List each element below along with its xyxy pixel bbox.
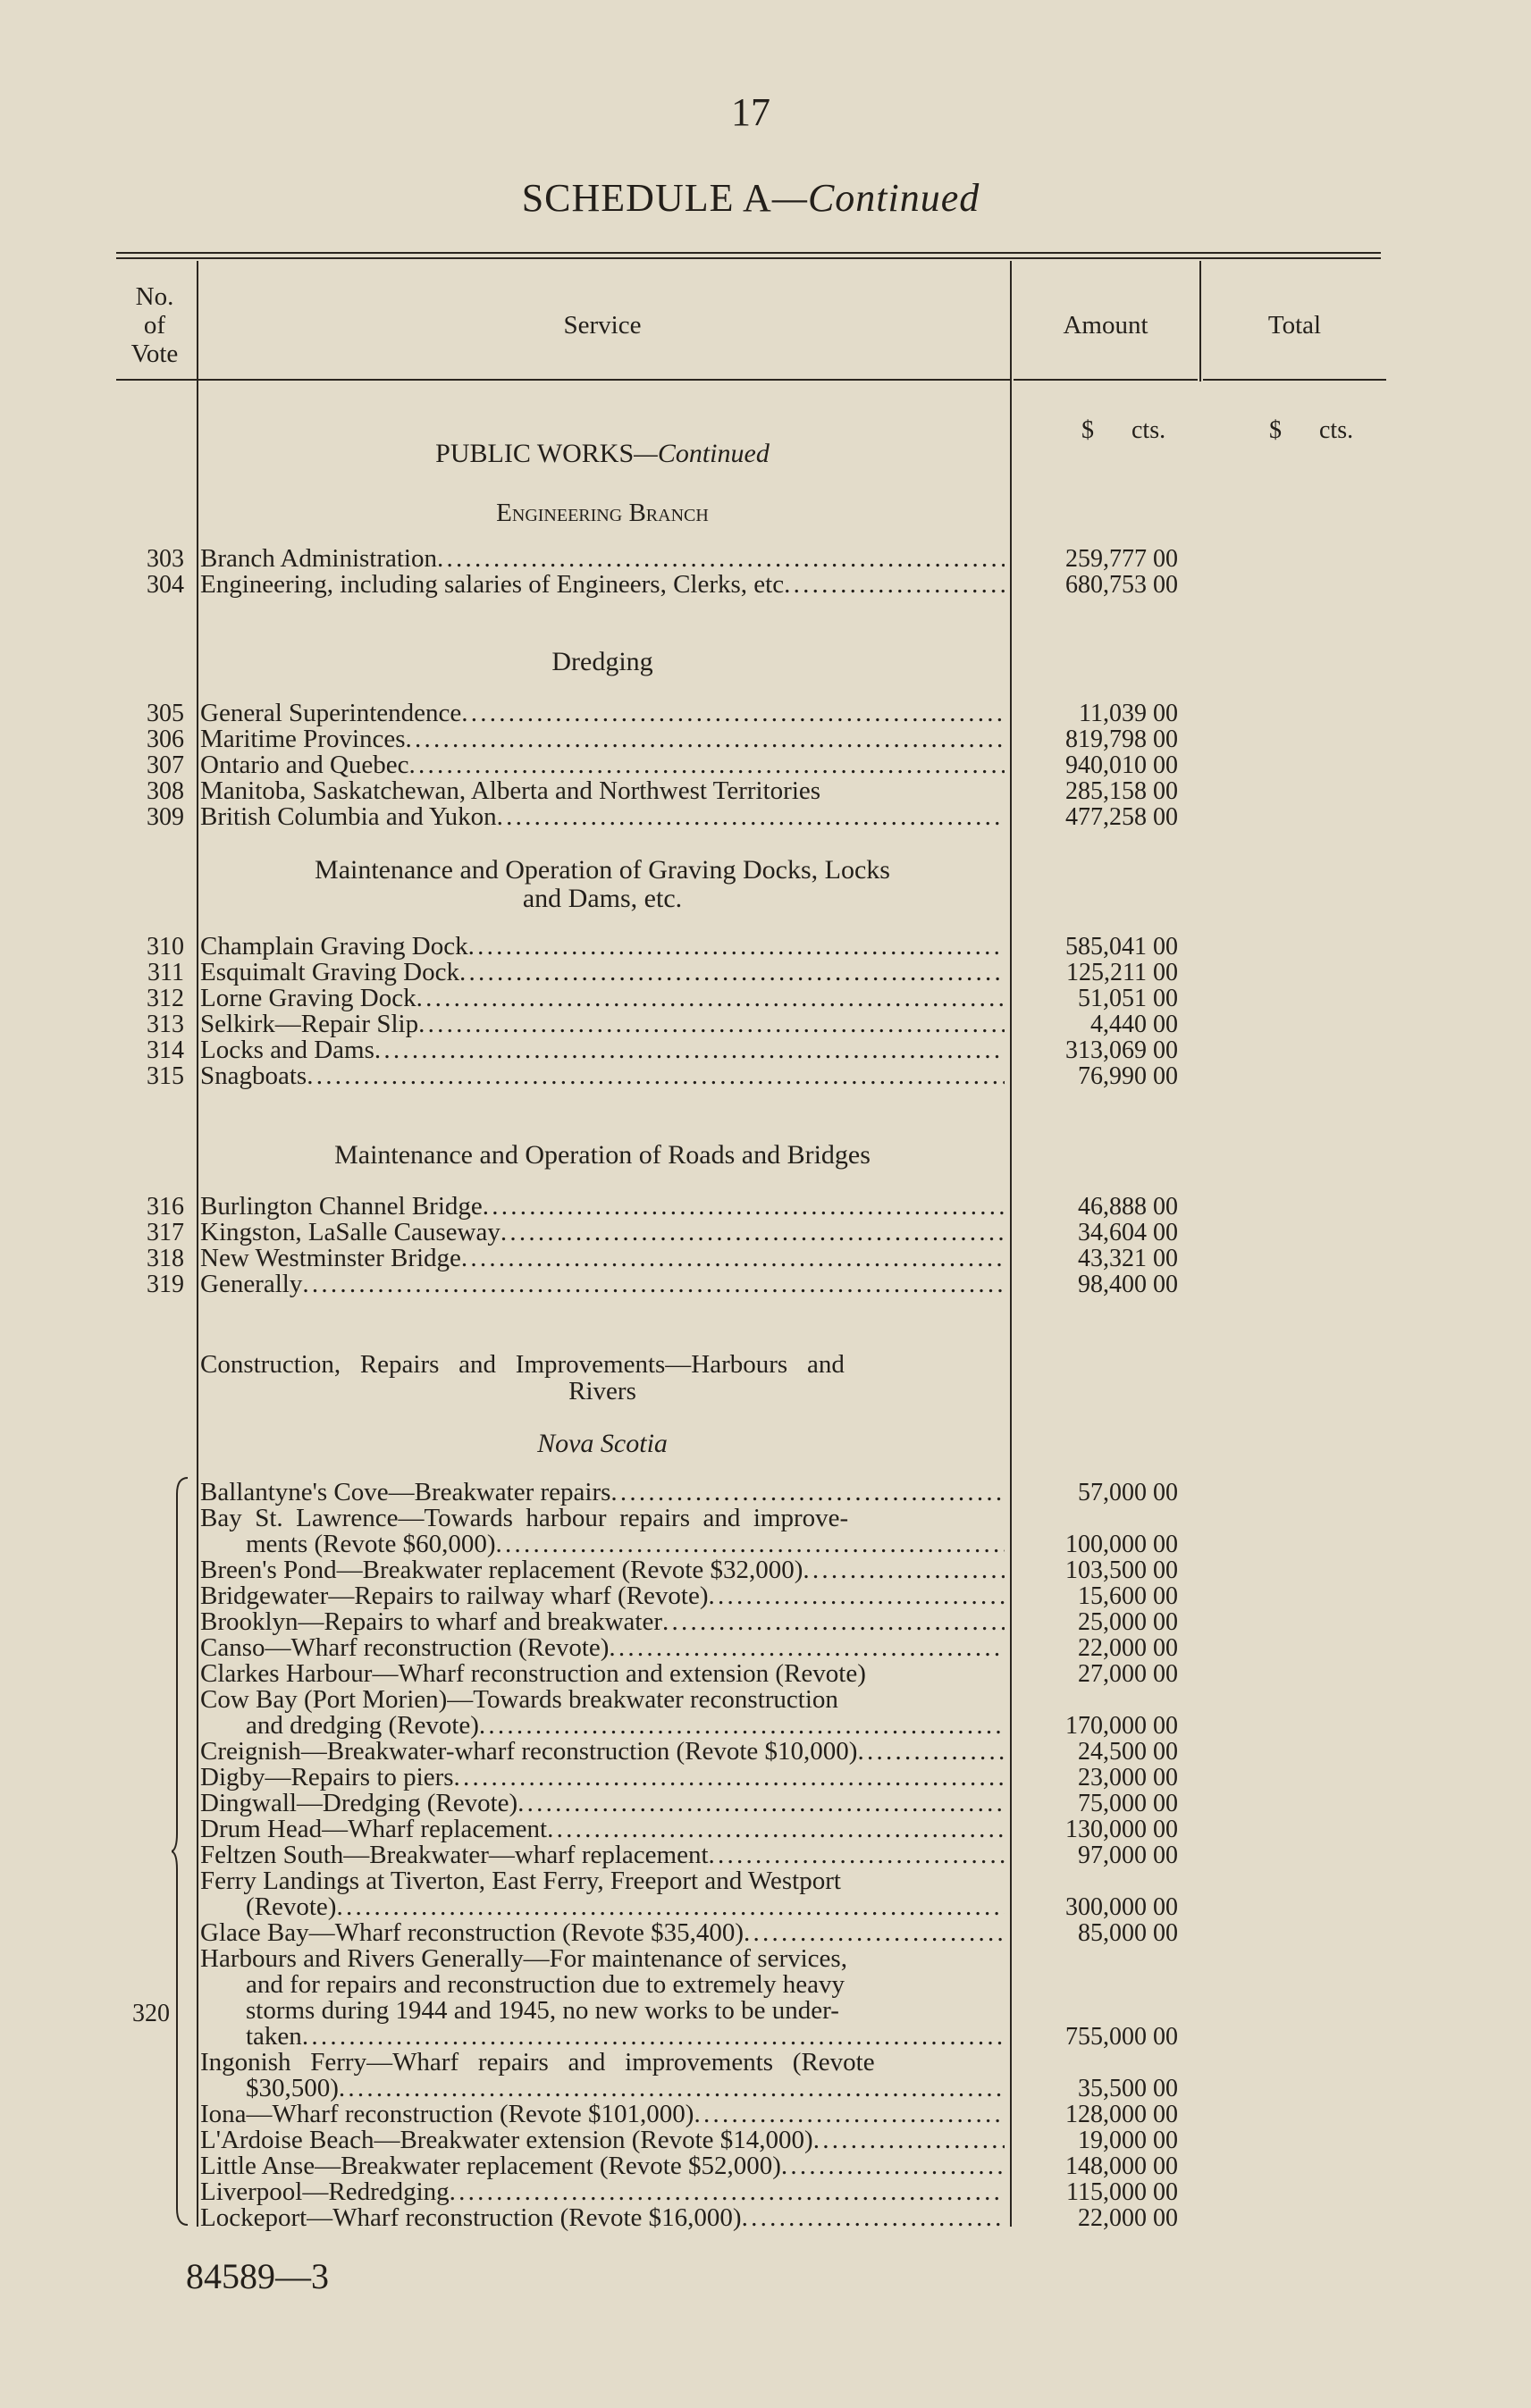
ns-item-text: Bridgewater—Repairs to railway wharf (Revote) [200, 1583, 709, 1609]
ns-item [200, 1557, 1005, 1583]
ns-item-text: Breen's Pond—Breakwater replacement (Revote $32,000) [200, 1557, 803, 1583]
vote-number: 306 [147, 726, 184, 753]
amount-value: 680,753 00 [1065, 571, 1178, 599]
service-text: Generally [200, 1271, 303, 1297]
service-line [200, 1063, 1005, 1089]
vote-number: 316 [147, 1193, 184, 1221]
section-public-works [200, 440, 1005, 468]
service-text: Champlain Graving Dock [200, 934, 468, 960]
ns-item-text: Creignish—Breakwater-wharf reconstruction (Revote $10,000) [200, 1739, 858, 1765]
header-vote-number [116, 282, 193, 368]
ns-item-line: Cow Bay (Port Morien)—Towards breakwater reconstruction [200, 1685, 838, 1714]
ns-item-text: L'Ardoise Beach—Breakwater extension (Revote $14,000) [200, 2127, 813, 2153]
amount-value: 477,258 00 [1065, 803, 1178, 831]
ns-item-amount: 103,500 00 [1065, 1556, 1178, 1584]
amount-value: 585,041 00 [1065, 933, 1178, 961]
ns-item-amount: 97,000 00 [1078, 1842, 1178, 1869]
ns-item-cont [246, 1713, 1005, 1739]
service-line [200, 726, 1005, 752]
ns-item-text: Drum Head—Wharf replacement [200, 1816, 548, 1842]
amount-value: 51,051 00 [1078, 985, 1178, 1012]
ns-item-amount: 170,000 00 [1065, 1712, 1178, 1740]
amount-value: 34,604 00 [1078, 1219, 1178, 1246]
vote-number: 310 [147, 933, 184, 961]
ns-item [200, 1816, 1005, 1842]
service-line [200, 934, 1005, 960]
ns-item-line: Ingonish Ferry—Wharf repairs and improvements (Revote [200, 2048, 875, 2077]
service-text: Manitoba, Saskatchewan, Alberta and Northwest Territories [200, 778, 821, 804]
vote-number: 317 [147, 1219, 184, 1246]
ns-item-cont [246, 2076, 1005, 2102]
service-line [200, 778, 1005, 804]
page-title [0, 175, 1502, 221]
ns-item-amount: 115,000 00 [1066, 2178, 1178, 2206]
vote-number: 304 [147, 571, 184, 599]
amount-value: 76,990 00 [1078, 1062, 1178, 1090]
ns-item-amount: 15,600 00 [1078, 1582, 1178, 1610]
ns-item-amount: 128,000 00 [1065, 2101, 1178, 2128]
ns-item-text: Liverpool—Redredging [200, 2179, 450, 2205]
ns-item-text: Dingwall—Dredging (Revote) [200, 1791, 518, 1816]
title-main: SCHEDULE A [521, 176, 772, 220]
service-text: Engineering, including salaries of Engineers, Clerks, etc [200, 572, 785, 598]
vote-number: 303 [147, 545, 184, 573]
ns-item-text: Little Anse—Breakwater replacement (Revote $52,000) [200, 2153, 781, 2179]
service-text: Snagboats [200, 1063, 307, 1089]
amount-value: 940,010 00 [1065, 751, 1178, 779]
service-line [200, 572, 1005, 598]
header-rule-total [1203, 379, 1386, 381]
ns-item-line: Bay St. Lawrence—Towards harbour repairs and improve- [200, 1504, 849, 1532]
header-rule-service [116, 379, 1010, 381]
ns-item [200, 1920, 1005, 1946]
vote-number: 305 [147, 700, 184, 727]
service-line [200, 752, 1005, 778]
ns-item-text: and dredging (Revote) [246, 1713, 479, 1739]
amount-value: 285,158 00 [1065, 777, 1178, 805]
ns-item [200, 1661, 1005, 1687]
service-text: Burlington Channel Bridge [200, 1194, 483, 1220]
ns-item-cont [246, 1894, 1005, 1920]
construction-heading-line-1: Construction, Repairs and Improvements—Harbours and [200, 1350, 845, 1379]
header-total: Total [1267, 311, 1322, 340]
ns-item-text: Brooklyn—Repairs to wharf and breakwater [200, 1609, 663, 1635]
amount-unit: $ cts. [1081, 416, 1166, 444]
ns-item [200, 2205, 1005, 2231]
column-line-service [1010, 261, 1012, 2227]
vote-number: 313 [147, 1011, 184, 1038]
amount-value: 4,440 00 [1090, 1011, 1178, 1038]
ns-item [200, 1609, 1005, 1635]
service-line [200, 804, 1005, 830]
amount-value: 259,777 00 [1065, 545, 1178, 573]
ns-item [200, 1842, 1005, 1868]
section-engineering-branch: Engineering Branch [496, 499, 709, 527]
ns-item-text: (Revote) [246, 1894, 337, 1920]
ns-item-line: and for repairs and reconstruction due to extremely heavy [246, 1970, 845, 1999]
amount-value: 11,039 00 [1079, 700, 1178, 727]
service-text: Lorne Graving Dock [200, 986, 416, 1011]
vote-number: 318 [147, 1245, 184, 1272]
ns-item-amount: 22,000 00 [1078, 1634, 1178, 1662]
ns-item-text: taken [246, 2024, 302, 2050]
service-line [200, 960, 1005, 986]
service-text: Selkirk—Repair Slip [200, 1011, 419, 1037]
ns-item-line: storms during 1944 and 1945, no new works to be under- [246, 1996, 839, 2025]
ns-item-text: Clarkes Harbour—Wharf reconstruction and extension (Revote) [200, 1661, 866, 1687]
graving-heading-line-2: and Dams, etc. [522, 884, 683, 913]
service-text: Maritime Provinces [200, 726, 406, 752]
ns-item [200, 1480, 1005, 1506]
construction-heading-line-2: Rivers [568, 1377, 636, 1405]
ns-item-text: Canso—Wharf reconstruction (Revote) [200, 1635, 610, 1661]
amount-value: 43,321 00 [1078, 1245, 1178, 1272]
public-works-continued: —Continued [634, 439, 770, 468]
vote-number-320: 320 [132, 2000, 170, 2027]
service-text: Esquimalt Graving Dock [200, 960, 459, 986]
ns-item-amount: 57,000 00 [1078, 1479, 1178, 1506]
service-text: New Westminster Bridge [200, 1246, 461, 1271]
section-roads-bridges: Maintenance and Operation of Roads and Bridges [334, 1140, 871, 1170]
public-works-label: PUBLIC WORKS [435, 439, 635, 468]
ns-item-text: $30,500) [246, 2076, 339, 2102]
ns-item [200, 1583, 1005, 1609]
vote-number: 311 [147, 959, 184, 986]
service-line [200, 1037, 1005, 1063]
vote-number: 307 [147, 751, 184, 779]
service-text: Locks and Dams [200, 1037, 374, 1063]
ns-item [200, 2179, 1005, 2205]
ns-item-text: Iona—Wharf reconstruction (Revote $101,000) [200, 2102, 694, 2127]
vote-number: 319 [147, 1271, 184, 1298]
header-service: Service [563, 311, 642, 340]
ns-item-amount: 130,000 00 [1065, 1816, 1178, 1843]
header-of: of [143, 311, 166, 340]
ns-item-amount: 22,000 00 [1078, 2204, 1178, 2232]
ns-item [200, 1765, 1005, 1791]
amount-value: 819,798 00 [1065, 726, 1178, 753]
service-text: British Columbia and Yukon [200, 804, 497, 830]
vote-number: 312 [147, 985, 184, 1012]
ns-item-line: Ferry Landings at Tiverton, East Ferry, Freeport and Westport [200, 1867, 841, 1895]
header-amount: Amount [1063, 311, 1148, 340]
amount-value: 46,888 00 [1078, 1193, 1178, 1221]
vote-number: 315 [147, 1062, 184, 1090]
ns-item-amount: 148,000 00 [1065, 2152, 1178, 2180]
ns-item-amount: 100,000 00 [1065, 1531, 1178, 1558]
ns-item-text: Lockeport—Wharf reconstruction (Revote $16,000) [200, 2205, 742, 2231]
ns-item-text: Ballantyne's Cove—Breakwater repairs [200, 1480, 611, 1506]
section-graving-docks [200, 856, 1005, 913]
column-line-amount [1199, 261, 1201, 382]
service-line [200, 1246, 1005, 1271]
amount-value: 98,400 00 [1078, 1271, 1178, 1298]
service-line [200, 986, 1005, 1011]
service-text: Ontario and Quebec [200, 752, 409, 778]
service-line [200, 1011, 1005, 1037]
ns-item [200, 1635, 1005, 1661]
ns-item-amount: 25,000 00 [1078, 1608, 1178, 1636]
service-text: General Superintendence [200, 701, 462, 726]
ns-item [200, 1791, 1005, 1816]
top-rule-2 [116, 257, 1381, 259]
section-nova-scotia: Nova Scotia [537, 1429, 668, 1458]
graving-heading-line-1: Maintenance and Operation of Graving Docks, Locks [315, 855, 890, 885]
column-line-vote [197, 261, 198, 2227]
section-construction [200, 1351, 1005, 1405]
page-number: 17 [731, 90, 770, 134]
header-no: No. [135, 282, 174, 311]
ns-item-text: ments (Revote $60,000) [246, 1531, 496, 1557]
printer-reference: 84589—3 [186, 2256, 329, 2296]
service-line [200, 1220, 1005, 1246]
service-line [200, 546, 1005, 572]
ns-item-text: Digby—Repairs to piers [200, 1765, 454, 1791]
ns-item [200, 2127, 1005, 2153]
ns-item-cont [246, 2024, 1005, 2050]
vote-320-brace [172, 1476, 191, 2227]
ns-item [200, 2102, 1005, 2127]
ns-item-amount: 35,500 00 [1078, 2075, 1178, 2102]
ns-item-amount: 24,500 00 [1078, 1738, 1178, 1766]
ns-item-amount: 27,000 00 [1078, 1660, 1178, 1688]
ns-item-amount: 85,000 00 [1078, 1919, 1178, 1947]
ns-item-amount: 23,000 00 [1078, 1764, 1178, 1791]
ns-item-cont [246, 1531, 1005, 1557]
title-suffix: —Continued [771, 176, 980, 220]
section-dredging: Dredging [551, 647, 653, 676]
ns-item-amount: 19,000 00 [1078, 2127, 1178, 2154]
ns-item-text: Glace Bay—Wharf reconstruction (Revote $35,400) [200, 1920, 744, 1946]
service-text: Branch Administration [200, 546, 437, 572]
service-text: Kingston, LaSalle Causeway [200, 1220, 501, 1246]
vote-number: 308 [147, 777, 184, 805]
total-unit: $ cts. [1269, 416, 1354, 444]
ns-item-amount: 755,000 00 [1065, 2023, 1178, 2051]
service-line [200, 1271, 1005, 1297]
ns-item-text: Feltzen South—Breakwater—wharf replacement [200, 1842, 709, 1868]
amount-value: 125,211 00 [1066, 959, 1178, 986]
service-line [200, 701, 1005, 726]
vote-number: 314 [147, 1036, 184, 1064]
ns-item-amount: 300,000 00 [1065, 1893, 1178, 1921]
ns-item [200, 2153, 1005, 2179]
service-line [200, 1194, 1005, 1220]
header-rule-amount [1014, 379, 1198, 381]
header-vote: Vote [130, 340, 179, 368]
ns-item-amount: 75,000 00 [1078, 1790, 1178, 1817]
top-rule [116, 252, 1381, 254]
amount-value: 313,069 00 [1065, 1036, 1178, 1064]
ns-item-line: Harbours and Rivers Generally—For maintenance of services, [200, 1944, 847, 1973]
ns-item [200, 1739, 1005, 1765]
vote-number: 309 [147, 803, 184, 831]
